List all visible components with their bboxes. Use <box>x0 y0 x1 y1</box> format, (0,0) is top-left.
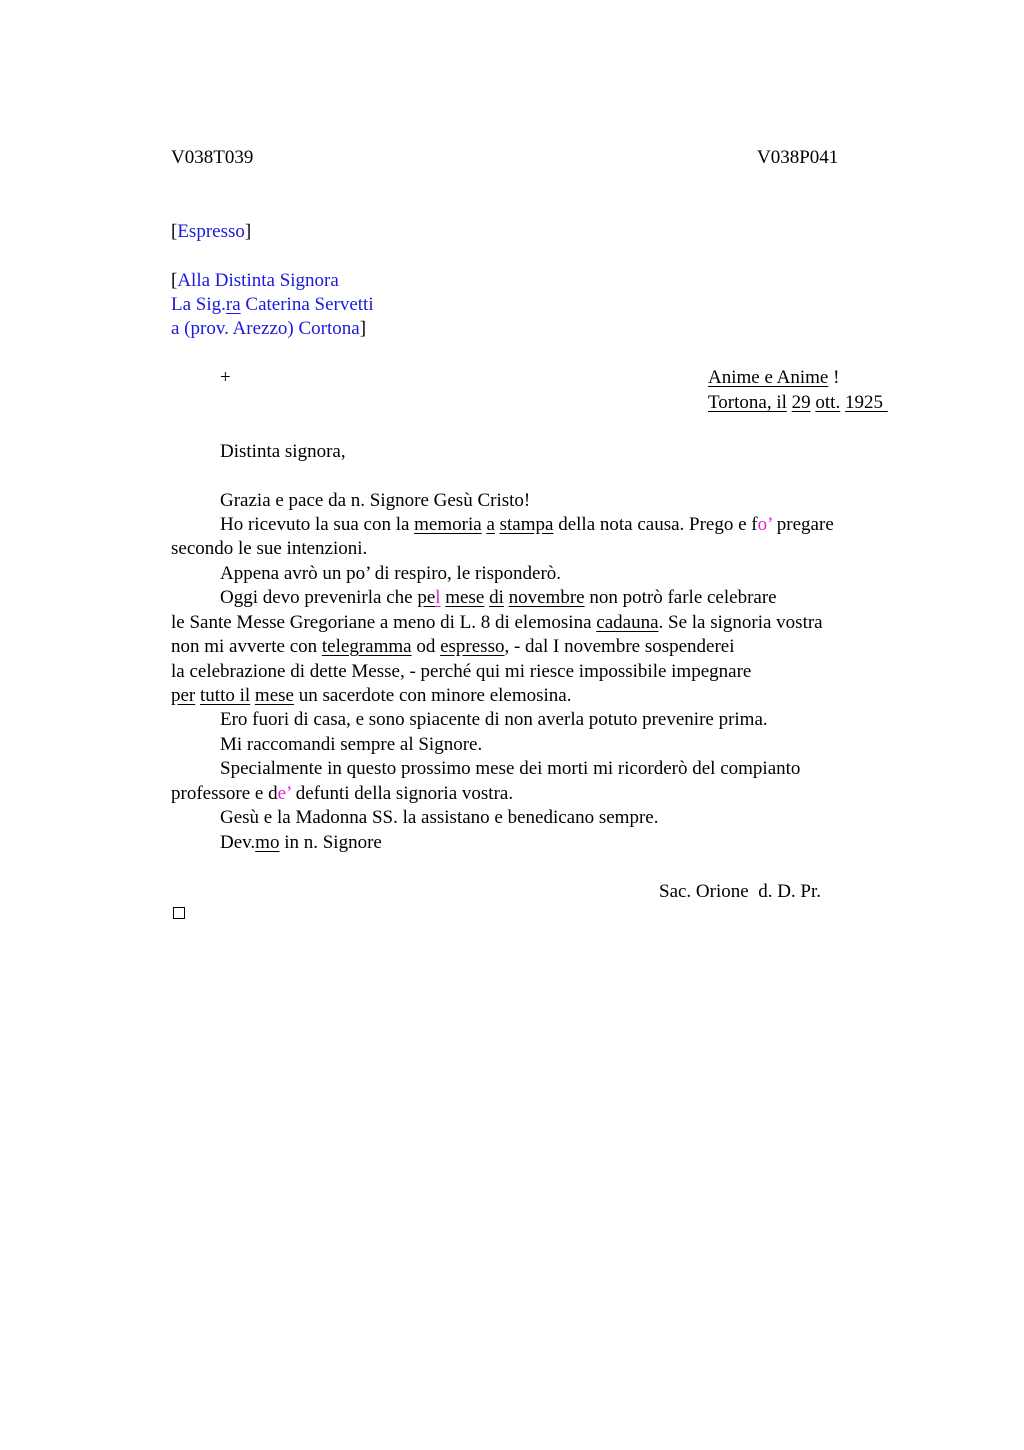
body-line-3: secondo le sue intenzioni. <box>171 538 368 559</box>
closing: Dev.mo in n. Signore <box>220 832 382 853</box>
body-line-14: Gesù e la Madonna SS. la assistano e benedicano sempre. <box>220 807 659 828</box>
body-line-12: Specialmente in questo prossimo mese dei morti mi ricorderò del compianto <box>220 758 801 779</box>
body-line-7: non mi avverte con telegramma od espresso, - dal I novembre sospenderei <box>171 636 735 657</box>
body-line-8: la celebrazione di dette Messe, - perché qui mi riesce impossibile impegnare <box>171 661 752 682</box>
body-line-13: professore e de’ defunti della signoria vostra. <box>171 783 514 804</box>
body-line-1: Grazia e pace da n. Signore Gesù Cristo! <box>220 490 531 511</box>
body-line-2: Ho ricevuto la sua con la memoria a stampa della nota causa. Prego e fo’ pregare <box>220 514 834 535</box>
dateline: Tortona, il 29 ott. 1925 <box>708 392 888 413</box>
address-line-2: La Sig.ra Caterina Servetti <box>171 294 374 315</box>
cross-mark: + <box>220 367 231 388</box>
address-line-3: a (prov. Arezzo) Cortona] <box>171 318 367 339</box>
motto: Anime e Anime ! <box>708 367 840 388</box>
page-code-left: V038T039 <box>171 147 254 168</box>
body-line-9: per tutto il mese un sacerdote con minore elemosina. <box>171 685 572 706</box>
body-line-6: le Sante Messe Gregoriane a meno di L. 8 di elemosina cadauna. Se la signoria vostra <box>171 612 823 633</box>
body-line-5: Oggi devo prevenirla che pel mese di novembre non potrò farle celebrare <box>220 587 777 608</box>
body-line-10: Ero fuori di casa, e sono spiacente di non averla potuto prevenire prima. <box>220 709 768 730</box>
salutation: Distinta signora, <box>220 441 346 462</box>
espresso-note: [Espresso] <box>171 221 252 242</box>
signature: Sac. Orione d. D. Pr. <box>659 881 822 902</box>
address-line-1: [Alla Distinta Signora <box>171 270 339 291</box>
body-line-11: Mi raccomandi sempre al Signore. <box>220 734 483 755</box>
body-line-4: Appena avrò un po’ di respiro, le risponderò. <box>220 563 562 584</box>
end-box-icon <box>173 907 185 919</box>
page-code-right: V038P041 <box>757 147 839 168</box>
